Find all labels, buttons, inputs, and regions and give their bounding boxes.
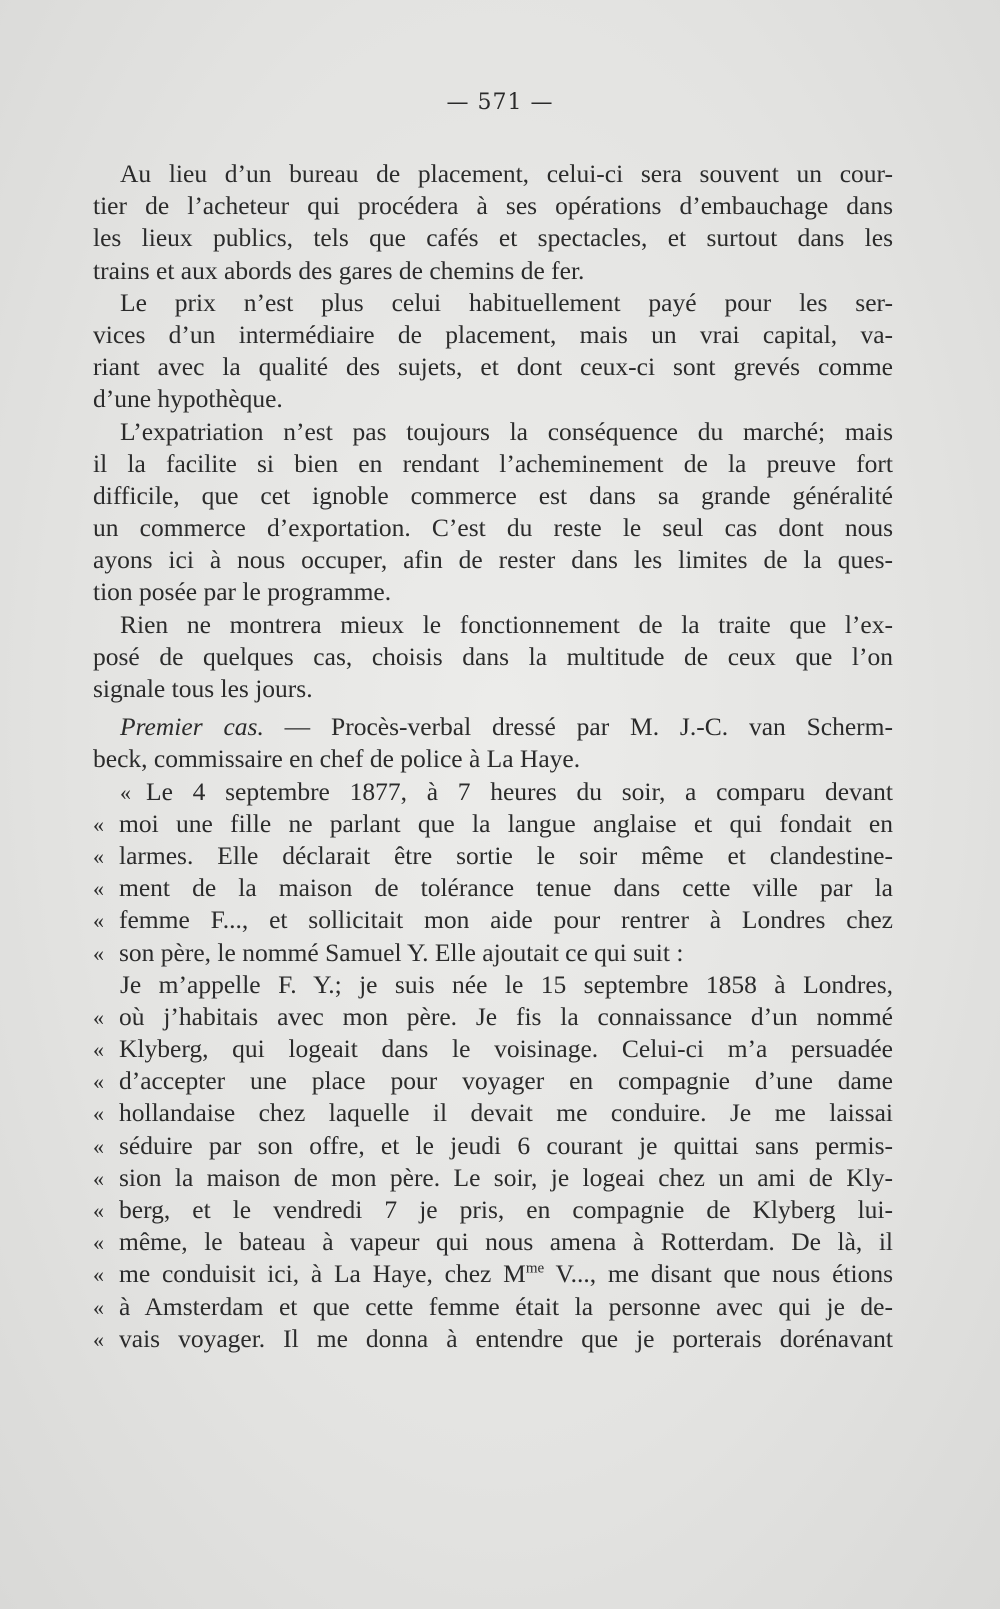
text-line <box>93 351 893 383</box>
text-line <box>93 544 893 576</box>
line-text: Je m’appelle F. Y.; je suis née le 15 septembre 1858 à Londres, <box>120 969 893 999</box>
text-line <box>93 1065 893 1097</box>
line-text: tion posée par le programme. <box>93 577 392 607</box>
line-text: beck, commissaire en chef de police à La Haye. <box>93 744 581 774</box>
line-text: signale tous les jours. <box>93 674 313 703</box>
text-line <box>93 1001 893 1033</box>
quote-mark: « <box>93 1326 104 1352</box>
text-line <box>93 1291 893 1323</box>
text-line <box>93 840 893 872</box>
text-line <box>93 904 893 936</box>
text-line <box>93 255 893 287</box>
quote-mark: « <box>93 1069 104 1095</box>
quote-mark: « <box>93 1004 104 1030</box>
text-line <box>93 969 893 1001</box>
line-text: où j’habitais avec mon père. Je fis la connaissance d’un nommé <box>119 1001 893 1031</box>
text-line <box>93 319 893 351</box>
text-line <box>93 383 893 415</box>
text-line <box>93 673 893 705</box>
text-line <box>93 480 893 512</box>
quote-mark: « <box>93 876 104 902</box>
line-text: larmes. Elle déclarait être sortie le soir même et clandestine- <box>119 840 893 870</box>
line-text: Le 4 septembre 1877, à 7 heures du soir, a comparu devant <box>146 776 893 806</box>
text-line <box>93 641 893 673</box>
text-line <box>93 1097 893 1129</box>
text-line <box>93 711 893 743</box>
line-text: riant avec la qualité des sujets, et dont ceux-ci sont grevés comme <box>93 352 893 382</box>
quote-mark: « <box>93 940 104 966</box>
line-text: difficile, que cet ignoble commerce est dans sa grande généralité <box>93 480 893 510</box>
line-text: séduire par son offre, et le jeudi 6 courant je quittai sans permis- <box>119 1130 893 1160</box>
text-line <box>93 1194 893 1226</box>
quote-mark: « <box>93 1294 104 1320</box>
superscript: me <box>525 1260 545 1277</box>
line-text: un commerce d’exportation. C’est du reste le seul cas dont nous <box>93 513 893 543</box>
text-line <box>93 776 893 808</box>
quote-mark: « <box>93 1165 104 1191</box>
line-text: Klyberg, qui logeait dans le voisinage. Celui-ci m’a persuadée <box>119 1034 893 1064</box>
text-line <box>93 512 893 544</box>
text-line <box>93 937 893 969</box>
line-text: vais voyager. Il me donna à entendre que je porterais dorénavant <box>119 1323 893 1353</box>
text-line <box>93 416 893 448</box>
line-text: hollandaise chez laquelle il devait me conduire. Je me laissai <box>119 1098 893 1128</box>
line-text: d’une hypothèque. <box>93 384 283 414</box>
line-text-rest: — Procès-verbal dressé par M. J.-C. van Scherm- <box>263 712 893 742</box>
page-number: — 571 — <box>446 90 554 115</box>
line-text: vices d’un intermédiaire de placement, mais un vrai capital, va- <box>93 319 893 349</box>
text-line <box>93 190 893 222</box>
line-text: sion la maison de mon père. Le soir, je logeai chez un ami de Kly- <box>119 1162 893 1192</box>
line-text: L’expatriation n’est pas toujours la conséquence du marché; mais <box>120 416 893 446</box>
line-text: berg, et le vendredi 7 je pris, en compagnie de Klyberg lui- <box>119 1195 893 1224</box>
line-text: d’accepter une place pour voyager en compagnie d’une dame <box>119 1066 893 1096</box>
text-line <box>93 448 893 480</box>
text-line <box>93 576 893 608</box>
text-line <box>93 1226 893 1258</box>
text-line <box>93 1258 893 1290</box>
line-text: les lieux publics, tels que cafés et spectacles, et surtout dans les <box>93 223 893 253</box>
line-text: trains et aux abords des gares de chemins de fer. <box>93 255 585 285</box>
line-text: il la facilite si bien en rendant l’acheminement de la preuve fort <box>93 448 893 478</box>
line-text: tier de l’acheteur qui procédera à ses opérations d’embauchage dans <box>93 191 893 221</box>
quote-mark: « <box>93 1037 104 1063</box>
text-line <box>93 1162 893 1194</box>
line-text-after: V..., me disant que nous étions <box>544 1259 894 1289</box>
line-text: moi une fille ne parlant que la langue anglaise et qui fondait en <box>119 808 893 838</box>
line-text: ayons ici à nous occuper, afin de rester dans les limites de la ques- <box>93 545 893 575</box>
text-line <box>93 222 893 254</box>
text-line <box>93 872 893 904</box>
text-line <box>93 287 893 319</box>
text-line <box>93 1033 893 1065</box>
text-line <box>93 743 893 775</box>
line-text: son père, le nommé Samuel Y. Elle ajoutait ce qui suit : <box>119 937 684 967</box>
quote-mark: « <box>93 1101 104 1127</box>
text-line <box>93 609 893 641</box>
quote-mark: « <box>93 1262 104 1288</box>
quote-mark: « <box>93 1198 104 1223</box>
text-line <box>93 808 893 840</box>
line-text: Rien ne montrera mieux le fonctionnement de la traite que l’ex- <box>120 609 893 639</box>
line-text: posé de quelques cas, choisis dans la multitude de ceux que l’on <box>93 641 893 671</box>
line-text: femme F..., et sollicitait mon aide pour rentrer à Londres chez <box>119 905 893 935</box>
text-line <box>93 1323 893 1355</box>
text-line <box>93 1130 893 1162</box>
quote-mark: « <box>93 843 104 869</box>
case-heading: Premier cas. <box>120 712 264 742</box>
quote-mark: « <box>93 908 104 934</box>
line-text: me conduisit ici, à La Haye, chez M <box>119 1259 526 1289</box>
text-line <box>93 158 893 190</box>
line-text: Le prix n’est plus celui habituellement payé pour les ser- <box>120 287 893 317</box>
quote-mark: « <box>93 811 104 837</box>
quote-mark: « <box>93 1133 104 1159</box>
line-text: Au lieu d’un bureau de placement, celui-ci sera souvent un cour- <box>120 159 893 188</box>
line-text: ment de la maison de tolérance tenue dans cette ville par la <box>119 873 893 903</box>
quote-mark: « <box>93 1230 104 1256</box>
quote-mark: « <box>120 779 131 805</box>
line-text: à Amsterdam et que cette femme était la personne avec qui je de- <box>119 1291 893 1321</box>
line-text: même, le bateau à vapeur qui nous amena à Rotterdam. De là, il <box>119 1227 893 1257</box>
body-text <box>93 158 893 1355</box>
